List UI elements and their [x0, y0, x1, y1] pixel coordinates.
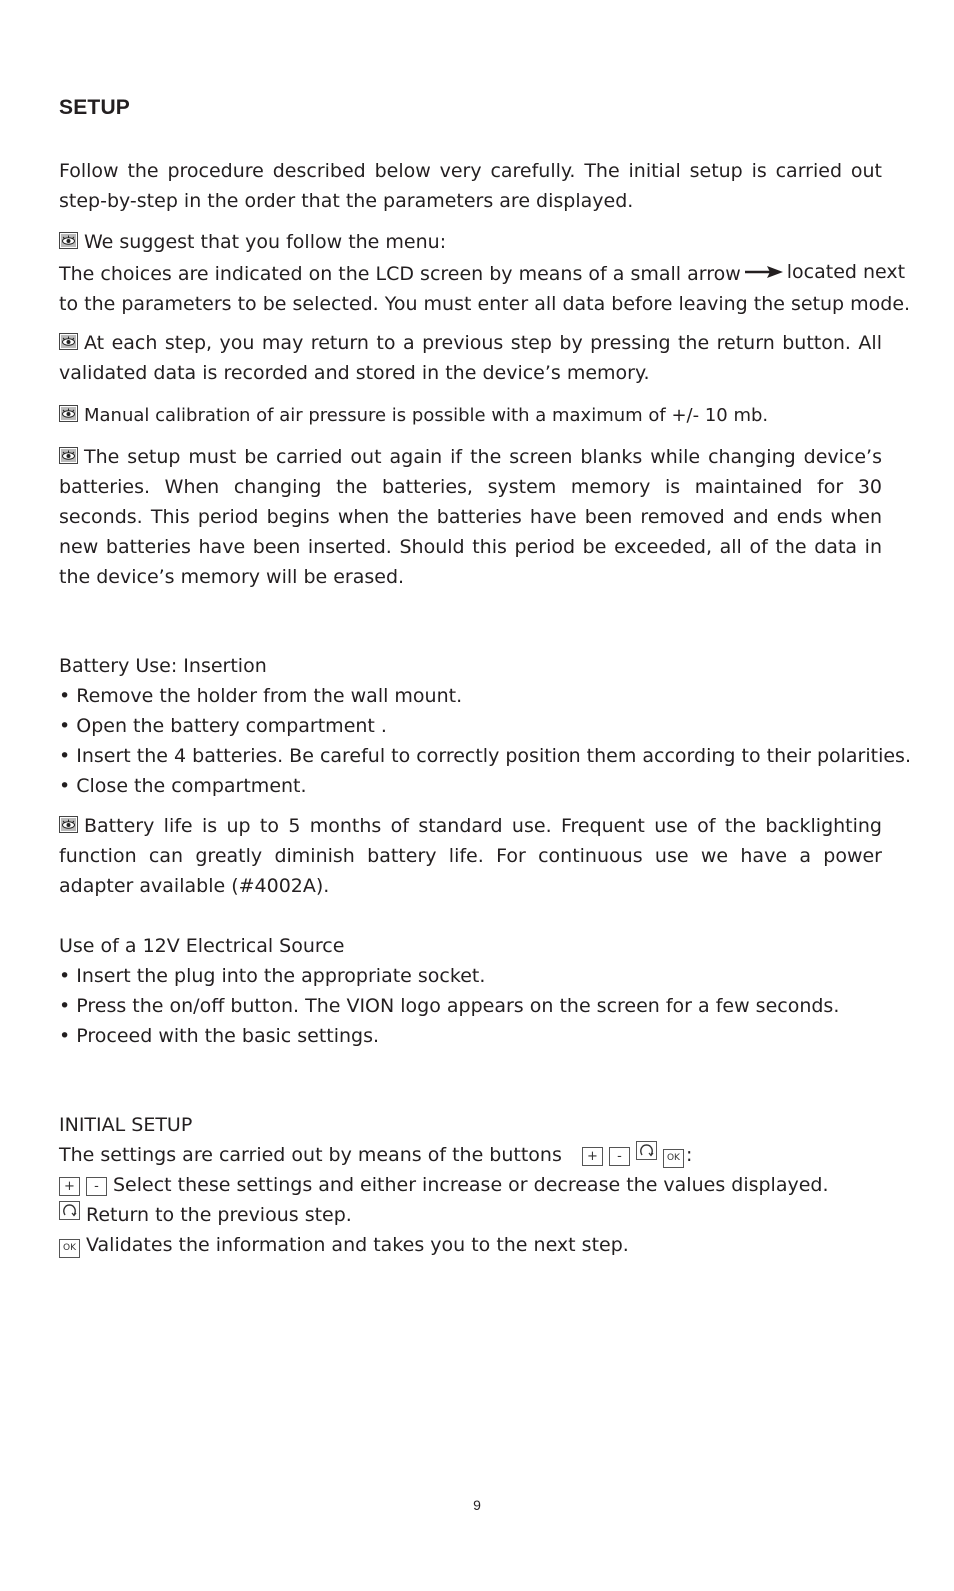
list-item: • Close the compartment.	[59, 775, 307, 797]
arrow-right-icon	[745, 257, 783, 287]
ok-line-text: Validates the information and takes you to the next step.	[86, 1234, 629, 1256]
list-item: • Open the battery compartment .	[59, 715, 387, 737]
minus-button-icon: -	[86, 1177, 107, 1196]
note-menu-line3: to the parameters to be selected. You must enter all data before leaving the setup mode.	[59, 293, 911, 315]
electrical-heading: Use of a 12V Electrical Source	[59, 935, 345, 957]
note-battery-life-text: Battery life is up to 5 months of standard use. Frequent use of the backlighting function can greatly diminish battery life. For continuous use we have a power adapter available (#4002A).	[59, 815, 882, 897]
eye-note-icon	[59, 232, 78, 249]
electrical-section	[59, 931, 882, 1051]
eye-note-icon	[59, 405, 78, 422]
page-number: 9	[473, 1497, 481, 1513]
plus-button-icon: +	[59, 1177, 80, 1196]
page-title: SETUP	[59, 96, 131, 119]
intro-paragraph: Follow the procedure described below very carefully. The initial setup is carried out step-by-step in the order that the parameters are displayed.	[59, 160, 882, 212]
note-return-text: At each step, you may return to a previous step by pressing the return button. All validated data is recorded and stored in the device’s memory.	[59, 332, 882, 384]
return-line-text: Return to the previous step.	[86, 1204, 352, 1226]
note-menu-line2-pre: The choices are indicated on the LCD screen by means of a small arrow	[59, 263, 741, 285]
note-menu-line1: We suggest that you follow the menu:	[84, 231, 447, 253]
note-return	[59, 328, 882, 388]
note-calibration	[59, 400, 882, 431]
eye-note-icon	[59, 816, 78, 833]
minus-button-icon: -	[609, 1147, 630, 1166]
note-menu-line2-post: located next	[786, 261, 906, 283]
buttons-intro-text: The settings are carried out by means of the buttons	[59, 1144, 562, 1166]
note-menu	[59, 227, 911, 319]
battery-heading: Battery Use: Insertion	[59, 655, 267, 677]
ok-button-icon: OK	[59, 1239, 80, 1258]
select-line-text: Select these settings and either increase or decrease the values displayed.	[113, 1174, 829, 1196]
list-item: • Insert the 4 batteries. Be careful to correctly position them according to their polarities.	[59, 745, 911, 767]
note-batteries-memory	[59, 442, 882, 592]
list-item: • Insert the plug into the appropriate socket.	[59, 965, 486, 987]
list-item: • Remove the holder from the wall mount.	[59, 685, 463, 707]
list-item: • Proceed with the basic settings.	[59, 1025, 380, 1047]
eye-note-icon	[59, 333, 78, 350]
plus-button-icon: +	[582, 1147, 603, 1166]
battery-section	[59, 651, 911, 801]
return-button-icon	[59, 1201, 80, 1220]
note-battery-life	[59, 811, 882, 901]
return-button-icon	[636, 1141, 657, 1160]
note-batteries-memory-text: The setup must be carried out again if the screen blanks while changing device’s batteries. When changing the batteries, system memory is maintained for 30 seconds. This period begins when the batteries have been removed and ends when new batteries have been inserted. Should this period be exceeded, all of the data in the device’s memory will be erased.	[59, 446, 882, 588]
initial-setup-section	[59, 1110, 882, 1260]
eye-note-icon	[59, 447, 78, 464]
buttons-colon: :	[685, 1144, 693, 1166]
list-item: • Press the on/off button. The VION logo appears on the screen for a few seconds.	[59, 995, 840, 1017]
initial-setup-heading: INITIAL SETUP	[59, 1114, 193, 1136]
note-calibration-text: Manual calibration of air pressure is possible with a maximum of +/- 10 mb.	[84, 405, 769, 426]
ok-button-icon: OK	[663, 1149, 684, 1168]
